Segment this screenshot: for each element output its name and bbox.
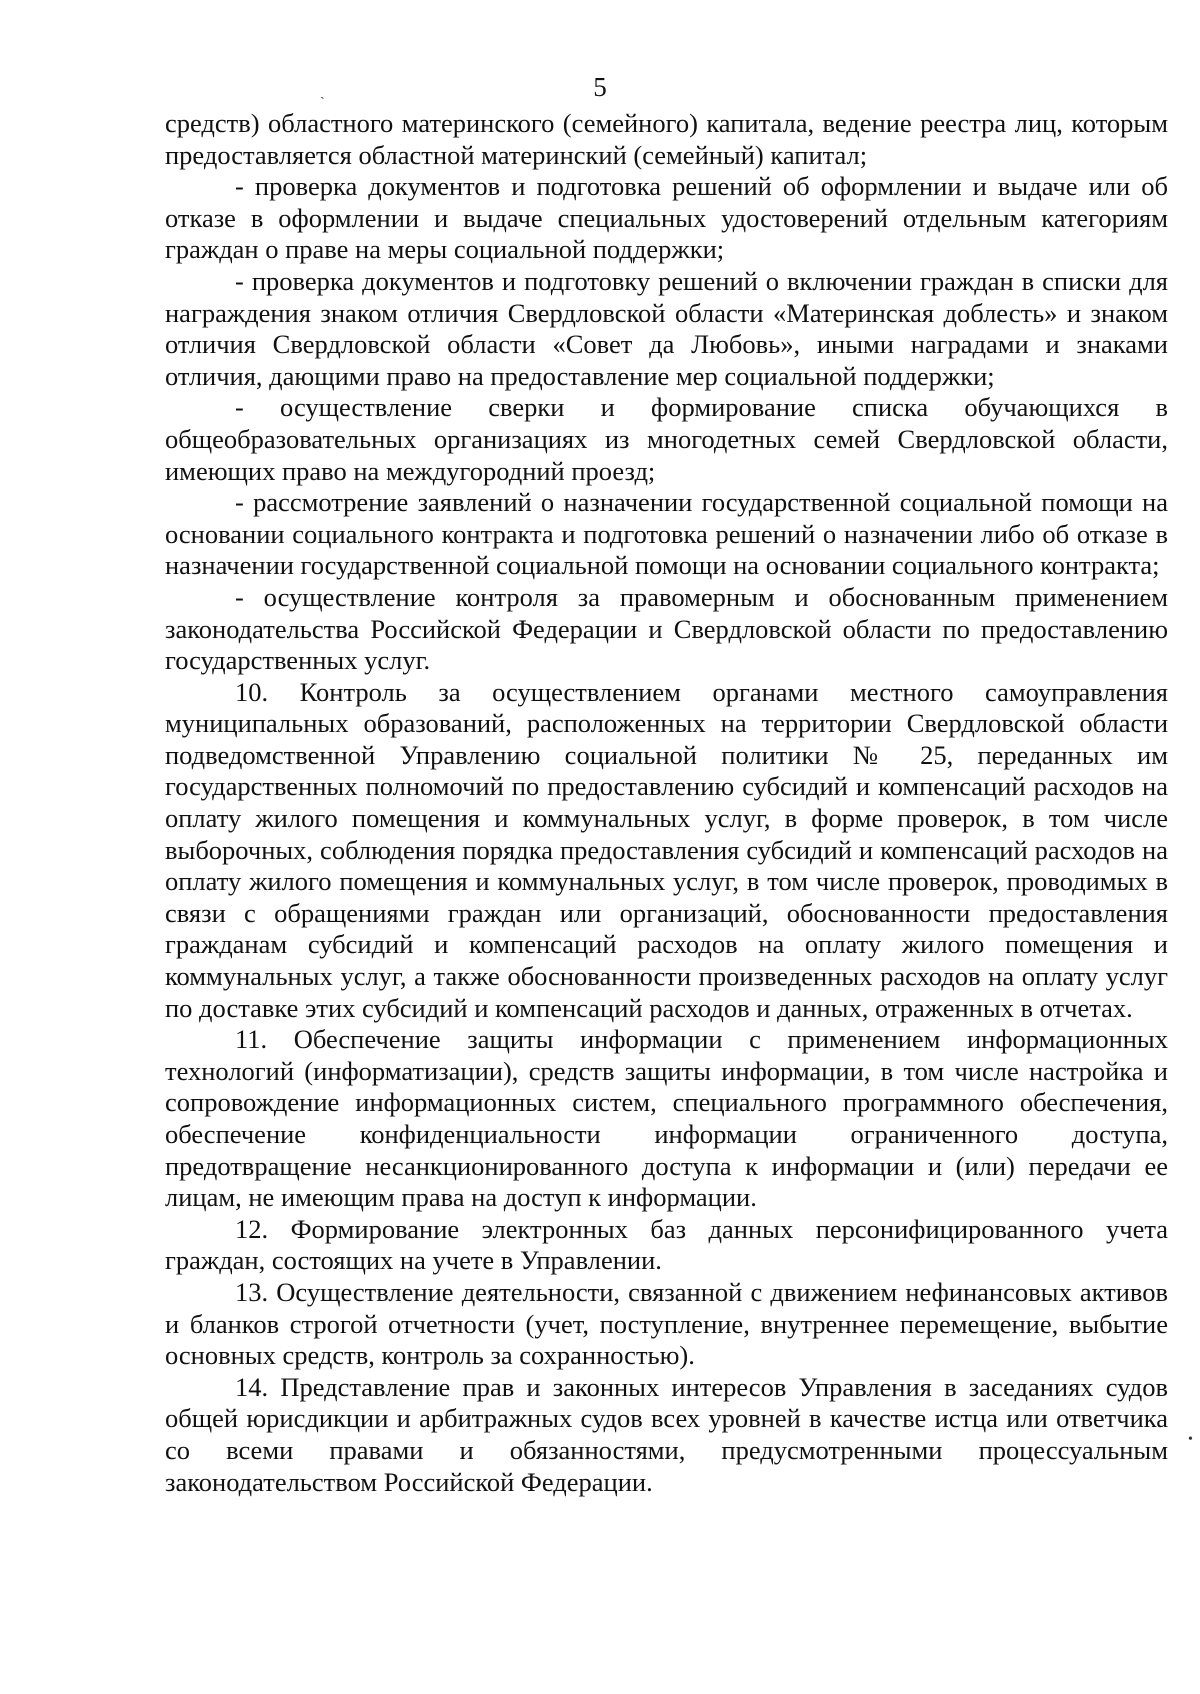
paragraph: - рассмотрение заявлений о назначении государственной социальной помощи на основании социального контракта и подготовка решений о назначении либо об отказе в назначении государственной социальной помощи на основании социального контракта;: [165, 487, 1168, 581]
paragraph: 10. Контроль за осуществлением органами местного самоуправления муниципальных образований, расположенных на территории Свердловской области подведомственной Управлению социальной политики № 25, переданных им государственных полномочий по предоставлению субсидий и компенсаций расходов на оплату жилого помещения и коммунальных услуг, в форме проверок, в том числе выборочных, соблюдения порядка предоставления субсидий и компенсаций расходов на оплату жилого помещения и коммунальных услуг, в том числе проверок, проводимых в связи с обращениями граждан или организаций, обоснованности предоставления гражданам субсидий и компенсаций расходов на оплату жилого помещения и коммунальных услуг, а также обоснованности произведенных расходов на оплату услуг по доставке этих субсидий и компенсаций расходов и данных, отраженных в отчетах.: [165, 676, 1168, 1023]
paragraph: 14. Представление прав и законных интересов Управления в заседаниях судов общей юрисдикции и арбитражных судов всех уровней в качестве истца или ответчика со всеми правами и обязанностями, предусмотренными процессуальным законодательством Российской Федерации.: [165, 1371, 1168, 1497]
paragraph: - осуществление сверки и формирование списка обучающихся в общеобразовательных организациях из многодетных семей Свердловской области, имеющих право на междугородний проезд;: [165, 392, 1168, 486]
paragraph: - осуществление контроля за правомерным и обоснованным применением законодательства Российской Федерации и Свердловской области по предоставлению государственных услуг.: [165, 581, 1168, 676]
scan-mark: •: [1188, 1432, 1193, 1447]
paragraph: 11. Обеспечение защиты информации с применением информационных технологий (информатизации), средств защиты информации, в том числе настройка и сопровождение информационных систем, специального программного обеспечения, обеспечение конфиденциальности информации ограниченного доступа, предотвращение несанкционированного доступа к информации и (или) передачи ее лицам, не имеющим права на доступ к информации.: [165, 1024, 1168, 1213]
paragraph: - проверка документов и подготовка решений об оформлении и выдаче или об отказе в оформлении и выдаче специальных удостоверений отдельным категориям граждан о праве на меры социальной поддержки;: [165, 171, 1168, 265]
paragraph: 12. Формирование электронных баз данных персонифицированного учета граждан, состоящих на учете в Управлении.: [165, 1213, 1168, 1276]
document-body: [165, 108, 1168, 1498]
paragraph: - проверка документов и подготовку решений о включении граждан в списки для награждения знаком отличия Свердловской области «Материнская доблесть» и знаком отличия Свердловской области «Совет да Любовь», иными наградами и знаками отличия, дающими право на предоставление мер социальной поддержки;: [165, 265, 1168, 391]
paragraph: средств) областного материнского (семейного) капитала, ведение реестра лиц, которым предоставляется областной материнский (семейный) капитал;: [165, 108, 1168, 170]
page-number: 5: [593, 72, 607, 102]
paragraph: 13. Осуществление деятельности, связанной с движением нефинансовых активов и бланков строгой отчетности (учет, поступление, внутреннее перемещение, выбытие основных средств, контроль за сохранностью).: [165, 1276, 1168, 1371]
scan-mark: ˎ: [320, 85, 325, 100]
